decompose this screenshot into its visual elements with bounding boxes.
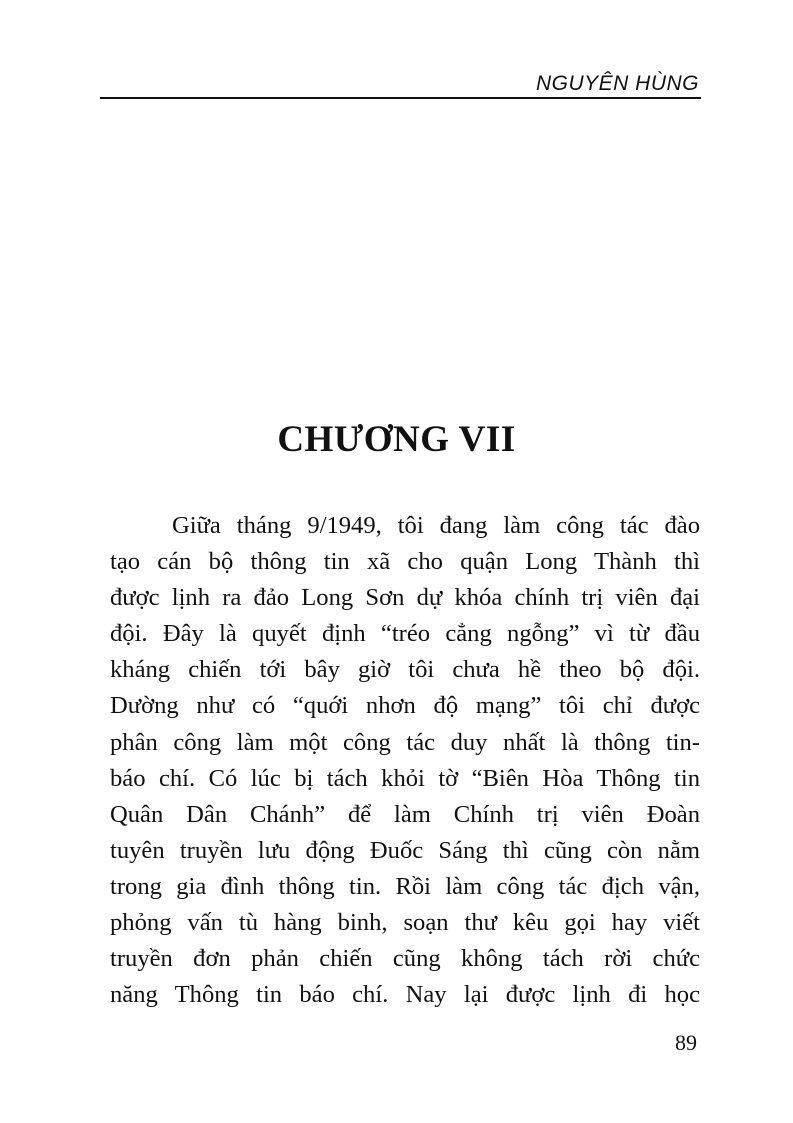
body-line: được lịnh ra đảo Long Sơn dự khóa chính trị viên đại: [110, 584, 700, 612]
body-line: Quân Dân Chánh” để làm Chính trị viên Đoàn: [110, 800, 700, 828]
body-line: đội. Đây là quyết định “tréo cẳng ngỗng” vì từ đầu: [110, 620, 700, 648]
body-line: truyền đơn phản chiến cũng không tách rời chức: [110, 945, 700, 973]
body-line: Dường như có “quới nhơn độ mạng” tôi chỉ được: [110, 692, 700, 720]
body-line: năng Thông tin báo chí. Nay lại được lịnh đi học: [110, 981, 700, 1009]
body-text: [110, 508, 700, 1013]
chapter-title: CHƯƠNG VII: [277, 419, 516, 460]
body-line: tạo cán bộ thông tin xã cho quận Long Thành thì: [110, 548, 700, 576]
body-line: trong gia đình thông tin. Rồi làm công tác địch vận,: [110, 872, 700, 900]
body-line: báo chí. Có lúc bị tách khỏi tờ “Biên Hòa Thông tin: [110, 764, 700, 792]
body-line: phân công làm một công tác duy nhất là thông tin-: [110, 728, 700, 756]
body-line: kháng chiến tới bây giờ tôi chưa hề theo bộ đội.: [110, 656, 700, 684]
page-header: [0, 64, 793, 100]
body-line: phỏng vấn tù hàng binh, soạn thư kêu gọi hay viết: [110, 909, 700, 937]
header-rule: [100, 97, 701, 99]
body-line: Giữa tháng 9/1949, tôi đang làm công tác đào: [172, 512, 700, 539]
running-head-author: NGUYÊN HÙNG: [535, 72, 699, 95]
body-line: tuyên truyền lưu động Đuốc Sáng thì cũng còn nằm: [110, 836, 700, 864]
page-number: 89: [675, 1030, 697, 1055]
